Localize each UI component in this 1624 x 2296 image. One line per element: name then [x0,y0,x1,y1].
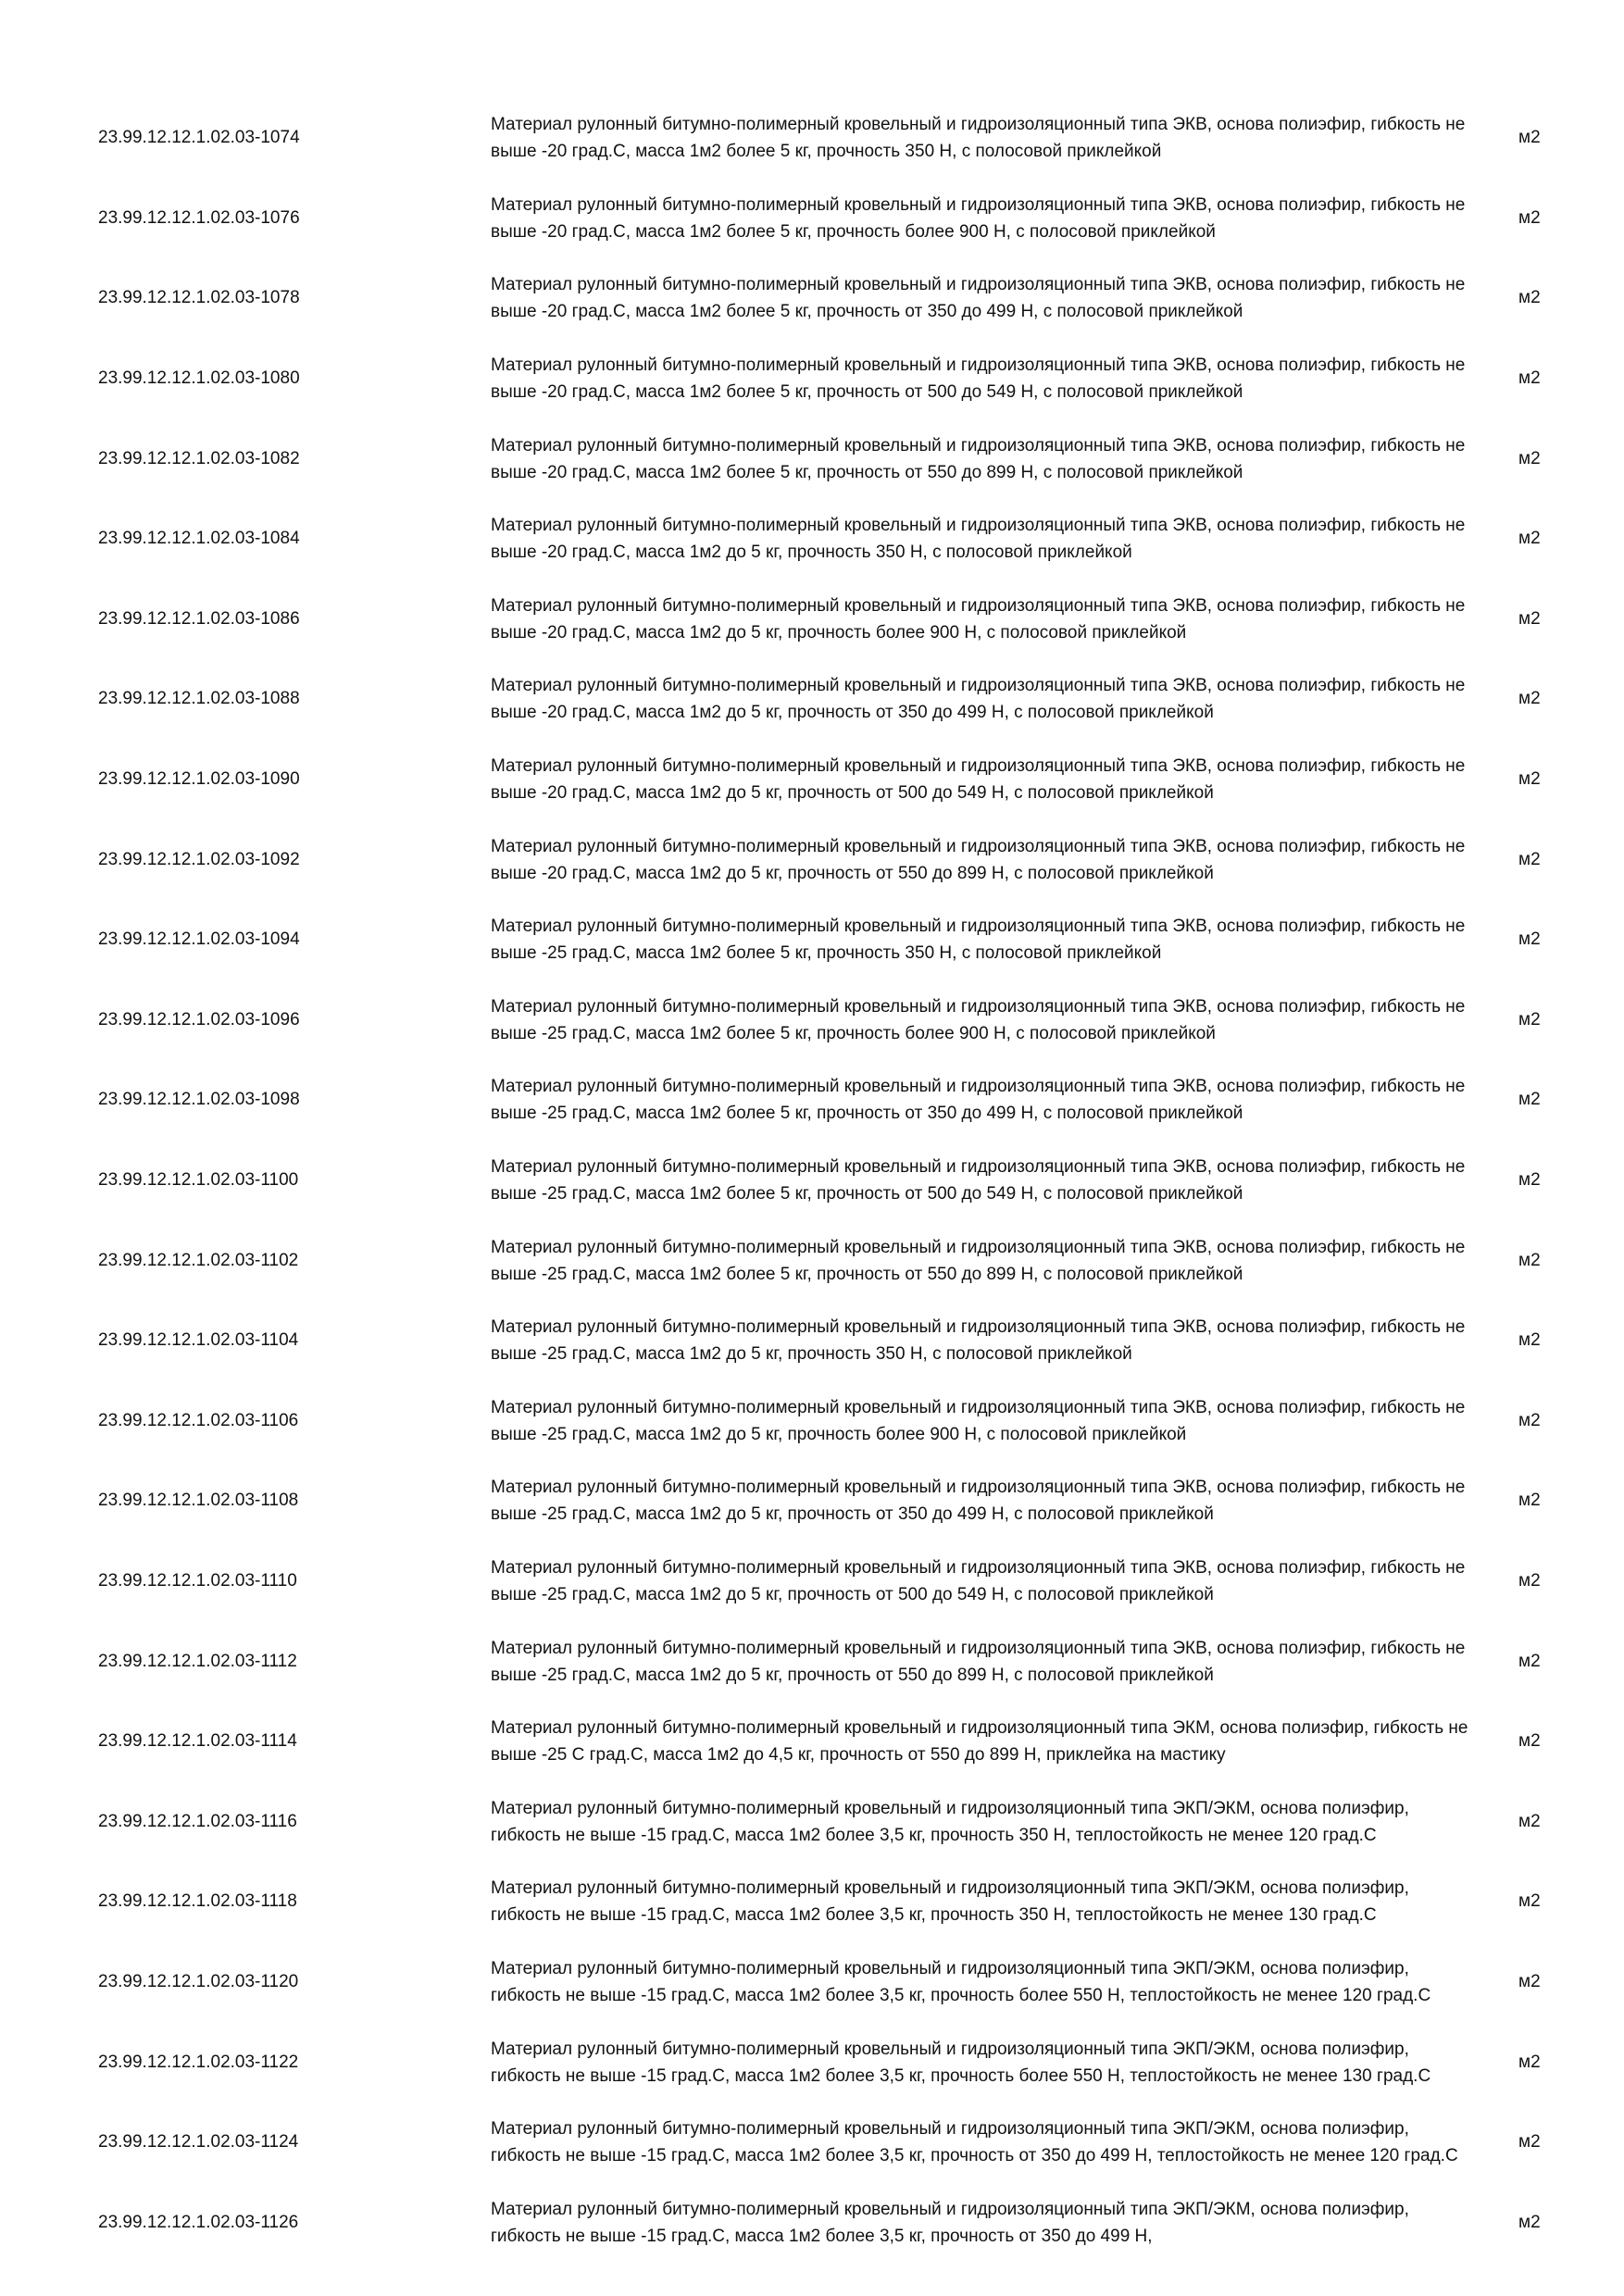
resource-code: 23.99.12.12.1.02.03-1076 [98,207,300,228]
resource-description-text: Материал рулонный битумно-полимерный кровельный и гидроизоляционный типа ЭКВ, основа полиэфир, гибкость не выше -25 град.С, масса 1м2 до 5 кг, прочность от 350 до 499 Н, с полосовой приклейкой [491,1478,1466,1525]
resource-description [491,980,1472,1061]
resource-code: 23.99.12.12.1.02.03-1122 [98,2052,299,2072]
table-row [0,339,1624,419]
resource-description [491,1541,1472,1622]
resource-code: 23.99.12.12.1.02.03-1078 [98,288,300,308]
resource-description [491,1141,1472,1221]
table-row [0,1220,1624,1301]
table-row [0,740,1624,820]
resource-code: 23.99.12.12.1.02.03-1116 [98,1811,297,1831]
table-row [0,2022,1624,2103]
resource-code: 23.99.12.12.1.02.03-1096 [98,1009,300,1029]
resource-description-text: Материал рулонный битумно-полимерный кровельный и гидроизоляционный типа ЭКП/ЭКМ, основа полиэфир, гибкость не выше -15 град.С, масса 1м2 более 3,5 кг, прочность от 350 до 499 Н, [491,2199,1409,2246]
resource-description-text: Материал рулонный битумно-полимерный кровельный и гидроизоляционный типа ЭКВ, основа полиэфир, гибкость не выше -20 град.С, масса 1м2 до 5 кг, прочность от 550 до 899 Н, с полосовой приклейкой [491,836,1466,883]
resource-description-text: Материал рулонный битумно-полимерный кровельный и гидроизоляционный типа ЭКП/ЭКМ, основа полиэфир, гибкость не выше -15 град.С, масса 1м2 более 3,5 кг, прочность 350 Н, теплостойкость не менее 120 град.С [491,1798,1409,1845]
resource-code: 23.99.12.12.1.02.03-1094 [98,930,300,950]
resource-description [491,499,1472,580]
materials-table [0,98,1624,2263]
unit-of-measure: м2 [1518,1009,1541,1029]
resource-description [491,1060,1472,1141]
resource-description [491,98,1472,179]
resource-code: 23.99.12.12.1.02.03-1106 [98,1410,299,1430]
resource-code: 23.99.12.12.1.02.03-1074 [98,128,300,148]
resource-description-text: Материал рулонный битумно-полимерный кровельный и гидроизоляционный типа ЭКВ, основа полиэфир, гибкость не выше -25 град.С, масса 1м2 более 5 кг, прочность 350 Н, с полосовой приклейкой [491,917,1466,964]
table-row [0,1141,1624,1221]
resource-description-text: Материал рулонный битумно-полимерный кровельный и гидроизоляционный типа ЭКВ, основа полиэфир, гибкость не выше -20 град.С, масса 1м2 более 5 кг, прочность от 550 до 899 Н, с полосовой приклейкой [491,435,1466,482]
resource-description [491,1301,1472,1381]
unit-of-measure: м2 [1518,849,1541,869]
resource-code: 23.99.12.12.1.02.03-1102 [98,1250,299,1270]
resource-description-text: Материал рулонный битумно-полимерный кровельный и гидроизоляционный типа ЭКВ, основа полиэфир, гибкость не выше -20 град.С, масса 1м2 до 5 кг, прочность 350 Н, с полосовой приклейкой [491,516,1466,563]
resource-code: 23.99.12.12.1.02.03-1112 [98,1651,297,1671]
resource-code: 23.99.12.12.1.02.03-1108 [98,1491,299,1511]
table-row [0,418,1624,499]
table-row [0,819,1624,900]
resource-code: 23.99.12.12.1.02.03-1086 [98,608,300,629]
unit-of-measure: м2 [1518,2052,1541,2072]
resource-description-text: Материал рулонный битумно-полимерный кровельный и гидроизоляционный типа ЭКВ, основа полиэфир, гибкость не выше -25 град.С, масса 1м2 до 5 кг, прочность от 550 до 899 Н, с полосовой приклейкой [491,1638,1466,1685]
table-row [0,900,1624,980]
resource-code: 23.99.12.12.1.02.03-1120 [98,1971,299,1991]
resource-code: 23.99.12.12.1.02.03-1126 [98,2212,299,2232]
table-row [0,2103,1624,2183]
resource-description-text: Материал рулонный битумно-полимерный кровельный и гидроизоляционный типа ЭКВ, основа полиэфир, гибкость не выше -25 град.С, масса 1м2 более 5 кг, прочность от 500 до 549 Н, с полосовой приклейкой [491,1157,1466,1204]
resource-description-text: Материал рулонный битумно-полимерный кровельный и гидроизоляционный типа ЭКВ, основа полиэфир, гибкость не выше -25 град.С, масса 1м2 более 5 кг, прочность от 550 до 899 Н, с полосовой приклейкой [491,1237,1466,1284]
resource-description-text: Материал рулонный битумно-полимерный кровельный и гидроизоляционный типа ЭКВ, основа полиэфир, гибкость не выше -20 град.С, масса 1м2 более 5 кг, прочность более 900 Н, с полосовой приклейкой [491,194,1466,242]
unit-of-measure: м2 [1518,448,1541,468]
unit-of-measure: м2 [1518,2212,1541,2232]
unit-of-measure: м2 [1518,1731,1541,1752]
resource-code: 23.99.12.12.1.02.03-1082 [98,448,300,468]
unit-of-measure: м2 [1518,1410,1541,1430]
resource-description [491,179,1472,259]
table-row [0,1301,1624,1381]
resource-description [491,339,1472,419]
resource-description [491,2022,1472,2103]
resource-description [491,1702,1472,1782]
resource-description [491,819,1472,900]
resource-description [491,1781,1472,1862]
resource-description [491,659,1472,740]
unit-of-measure: м2 [1518,207,1541,228]
table-row [0,1942,1624,2023]
resource-description [491,900,1472,980]
unit-of-measure: м2 [1518,1170,1541,1191]
table-row [0,1461,1624,1541]
table-row [0,258,1624,339]
unit-of-measure: м2 [1518,288,1541,308]
unit-of-measure: м2 [1518,1570,1541,1591]
resource-description [491,1942,1472,2023]
resource-description-text: Материал рулонный битумно-полимерный кровельный и гидроизоляционный типа ЭКП/ЭКМ, основа полиэфир, гибкость не выше -15 град.С, масса 1м2 более 3,5 кг, прочность от 350 до 499 Н, теплостойкость не менее 120 град.С [491,2119,1458,2166]
unit-of-measure: м2 [1518,1250,1541,1270]
table-row [0,499,1624,580]
resource-code: 23.99.12.12.1.02.03-1110 [98,1570,297,1591]
table-row [0,1381,1624,1462]
unit-of-measure: м2 [1518,1891,1541,1912]
unit-of-measure: м2 [1518,930,1541,950]
resource-description-text: Материал рулонный битумно-полимерный кровельный и гидроизоляционный типа ЭКП/ЭКМ, основа полиэфир, гибкость не выше -15 град.С, масса 1м2 более 3,5 кг, прочность более 550 Н, теплостойкость не менее 130 град.С [491,2039,1431,2086]
resource-description [491,1461,1472,1541]
resource-description [491,1621,1472,1702]
unit-of-measure: м2 [1518,1491,1541,1511]
unit-of-measure: м2 [1518,128,1541,148]
unit-of-measure: м2 [1518,769,1541,790]
unit-of-measure: м2 [1518,608,1541,629]
table-row [0,1862,1624,1942]
resource-description-text: Материал рулонный битумно-полимерный кровельный и гидроизоляционный типа ЭКП/ЭКМ, основа полиэфир, гибкость не выше -15 град.С, масса 1м2 более 3,5 кг, прочность 350 Н, теплостойкость не менее 130 град.С [491,1878,1409,1926]
table-row [0,980,1624,1061]
table-row [0,1060,1624,1141]
resource-description-text: Материал рулонный битумно-полимерный кровельный и гидроизоляционный типа ЭКВ, основа полиэфир, гибкость не выше -20 град.С, масса 1м2 более 5 кг, прочность от 500 до 549 Н, с полосовой приклейкой [491,356,1466,403]
table-row [0,1781,1624,1862]
resource-description-text: Материал рулонный битумно-полимерный кровельный и гидроизоляционный типа ЭКВ, основа полиэфир, гибкость не выше -20 град.С, масса 1м2 до 5 кг, прочность от 500 до 549 Н, с полосовой приклейкой [491,756,1466,804]
unit-of-measure: м2 [1518,689,1541,709]
resource-code: 23.99.12.12.1.02.03-1118 [98,1891,297,1912]
resource-code: 23.99.12.12.1.02.03-1088 [98,689,300,709]
resource-description [491,258,1472,339]
resource-description-text: Материал рулонный битумно-полимерный кровельный и гидроизоляционный типа ЭКВ, основа полиэфир, гибкость не выше -25 град.С, масса 1м2 до 5 кг, прочность более 900 Н, с полосовой приклейкой [491,1397,1466,1444]
table-row [0,2182,1624,2263]
resource-description-text: Материал рулонный битумно-полимерный кровельный и гидроизоляционный типа ЭКВ, основа полиэфир, гибкость не выше -25 град.С, масса 1м2 до 5 кг, прочность 350 Н, с полосовой приклейкой [491,1317,1466,1365]
resource-description [491,580,1472,660]
unit-of-measure: м2 [1518,529,1541,549]
unit-of-measure: м2 [1518,1971,1541,1991]
resource-description-text: Материал рулонный битумно-полимерный кровельный и гидроизоляционный типа ЭКВ, основа полиэфир, гибкость не выше -20 град.С, масса 1м2 до 5 кг, прочность более 900 Н, с полосовой приклейкой [491,595,1466,643]
resource-description-text: Материал рулонный битумно-полимерный кровельный и гидроизоляционный типа ЭКВ, основа полиэфир, гибкость не выше -20 град.С, масса 1м2 более 5 кг, прочность от 350 до 499 Н, с полосовой приклейкой [491,275,1466,322]
resource-description-text: Материал рулонный битумно-полимерный кровельный и гидроизоляционный типа ЭКВ, основа полиэфир, гибкость не выше -20 град.С, масса 1м2 до 5 кг, прочность от 350 до 499 Н, с полосовой приклейкой [491,676,1466,723]
resource-description-text: Материал рулонный битумно-полимерный кровельный и гидроизоляционный типа ЭКВ, основа полиэфир, гибкость не выше -20 град.С, масса 1м2 более 5 кг, прочность 350 Н, с полосовой приклейкой [491,115,1466,162]
resource-description [491,1220,1472,1301]
unit-of-measure: м2 [1518,368,1541,389]
resource-code: 23.99.12.12.1.02.03-1114 [98,1731,297,1752]
table-row [0,580,1624,660]
resource-description [491,1862,1472,1942]
resource-description-text: Материал рулонный битумно-полимерный кровельный и гидроизоляционный типа ЭКП/ЭКМ, основа полиэфир, гибкость не выше -15 град.С, масса 1м2 более 3,5 кг, прочность более 550 Н, теплостойкость не менее 120 град.С [491,1958,1431,2005]
resource-description [491,740,1472,820]
unit-of-measure: м2 [1518,1651,1541,1671]
table-row [0,179,1624,259]
table-row [0,1541,1624,1622]
unit-of-measure: м2 [1518,1330,1541,1351]
resource-code: 23.99.12.12.1.02.03-1090 [98,769,300,790]
resource-code: 23.99.12.12.1.02.03-1124 [98,2132,299,2152]
resource-code: 23.99.12.12.1.02.03-1092 [98,849,300,869]
resource-description [491,2103,1472,2183]
unit-of-measure: м2 [1518,1090,1541,1110]
resource-description-text: Материал рулонный битумно-полимерный кровельный и гидроизоляционный типа ЭКВ, основа полиэфир, гибкость не выше -25 град.С, масса 1м2 более 5 кг, прочность более 900 Н, с полосовой приклейкой [491,996,1466,1043]
resource-description-text: Материал рулонный битумно-полимерный кровельный и гидроизоляционный типа ЭКВ, основа полиэфир, гибкость не выше -25 град.С, масса 1м2 более 5 кг, прочность от 350 до 499 Н, с полосовой приклейкой [491,1077,1466,1124]
resource-code: 23.99.12.12.1.02.03-1100 [98,1170,299,1191]
table-row [0,98,1624,179]
table-row [0,1621,1624,1702]
resource-code: 23.99.12.12.1.02.03-1098 [98,1090,300,1110]
resource-code: 23.99.12.12.1.02.03-1084 [98,529,300,549]
resource-description [491,418,1472,499]
table-row [0,1702,1624,1782]
resource-code: 23.99.12.12.1.02.03-1080 [98,368,300,389]
resource-description [491,1381,1472,1462]
resource-description [491,2182,1472,2263]
resource-code: 23.99.12.12.1.02.03-1104 [98,1330,299,1351]
resource-description-text: Материал рулонный битумно-полимерный кровельный и гидроизоляционный типа ЭКВ, основа полиэфир, гибкость не выше -25 град.С, масса 1м2 до 5 кг, прочность от 500 до 549 Н, с полосовой приклейкой [491,1557,1466,1604]
unit-of-measure: м2 [1518,2132,1541,2152]
unit-of-measure: м2 [1518,1811,1541,1831]
table-row [0,659,1624,740]
resource-description-text: Материал рулонный битумно-полимерный кровельный и гидроизоляционный типа ЭКМ, основа полиэфир, гибкость не выше -25 С град.С, масса 1м2 до 4,5 кг, прочность от 550 до 899 Н, приклейка на мастику [491,1718,1468,1766]
